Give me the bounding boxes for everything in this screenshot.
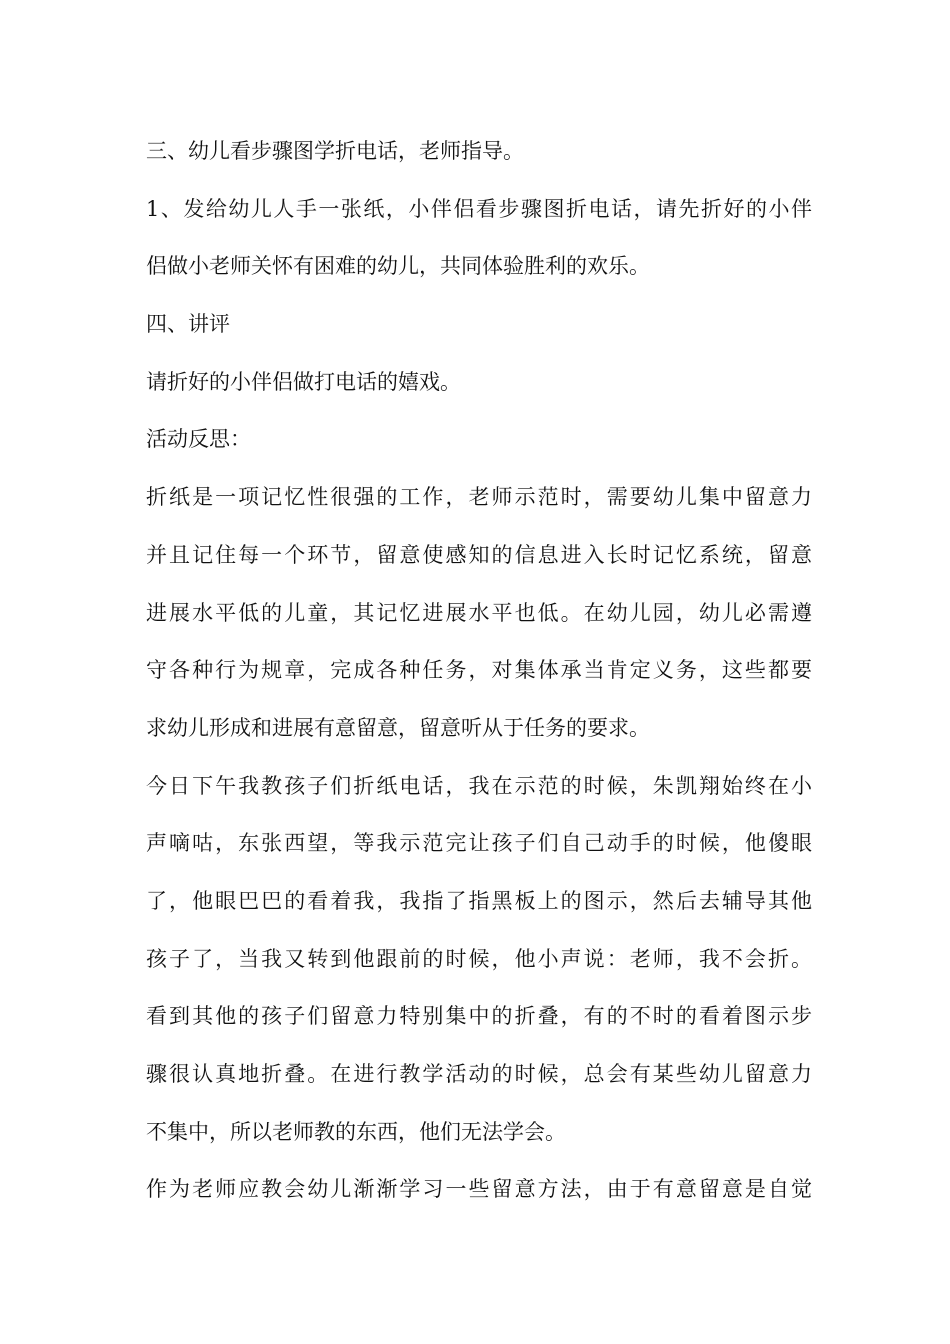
paragraph-line: 骤很认真地折叠。在进行教学活动的时候，总会有某些幼儿留意力 — [146, 1062, 812, 1086]
paragraph-line: 孩子了，当我又转到他跟前的时候，他小声说：老师，我不会折。 — [146, 946, 812, 971]
paragraph-line: 侣做小老师关怀有困难的幼儿，共同体验胜利的欢乐。 — [146, 254, 650, 279]
section-heading-reflection: 活动反思： — [146, 427, 251, 452]
paragraph-line: 折纸是一项记忆性很强的工作，老师示范时，需要幼儿集中留意力 — [146, 485, 812, 510]
paragraph-line: 了，他眼巴巴的看着我，我指了指黑板上的图示，然后去辅导其他 — [146, 888, 812, 913]
document-body — [146, 134, 812, 1230]
paragraph-line: 并且记住每一个环节，留意使感知的信息进入长时记忆系统，留意 — [146, 542, 812, 567]
section-heading-3: 三、幼儿看步骤图学折电话，老师指导。 — [146, 139, 524, 163]
paragraph-line: 1、发给幼儿人手一张纸，小伴侣看步骤图折电话，请先折好的小伴 — [146, 196, 812, 221]
paragraph-line: 请折好的小伴侣做打电话的嬉戏。 — [146, 369, 461, 394]
paragraph-line: 作为老师应教会幼儿渐渐学习一些留意方法，由于有意留意是自觉 — [146, 1177, 812, 1202]
paragraph-line: 不集中，所以老师教的东西，他们无法学会。 — [146, 1119, 566, 1144]
paragraph-line: 今日下午我教孩子们折纸电话，我在示范的时候，朱凯翔始终在小 — [146, 773, 812, 798]
section-heading-4: 四、讲评 — [146, 312, 230, 337]
paragraph-line: 求幼儿形成和进展有意留意，留意听从于任务的要求。 — [146, 715, 650, 740]
paragraph-line: 声嘀咕，东张西望，等我示范完让孩子们自己动手的时候，他傻眼 — [146, 831, 812, 856]
paragraph-line: 守各种行为规章，完成各种任务，对集体承当肯定义务，这些都要 — [146, 658, 812, 683]
paragraph-line: 看到其他的孩子们留意力特别集中的折叠，有的不时的看着图示步 — [146, 1004, 812, 1029]
paragraph-line: 进展水平低的儿童，其记忆进展水平也低。在幼儿园，幼儿必需遵 — [146, 600, 812, 625]
